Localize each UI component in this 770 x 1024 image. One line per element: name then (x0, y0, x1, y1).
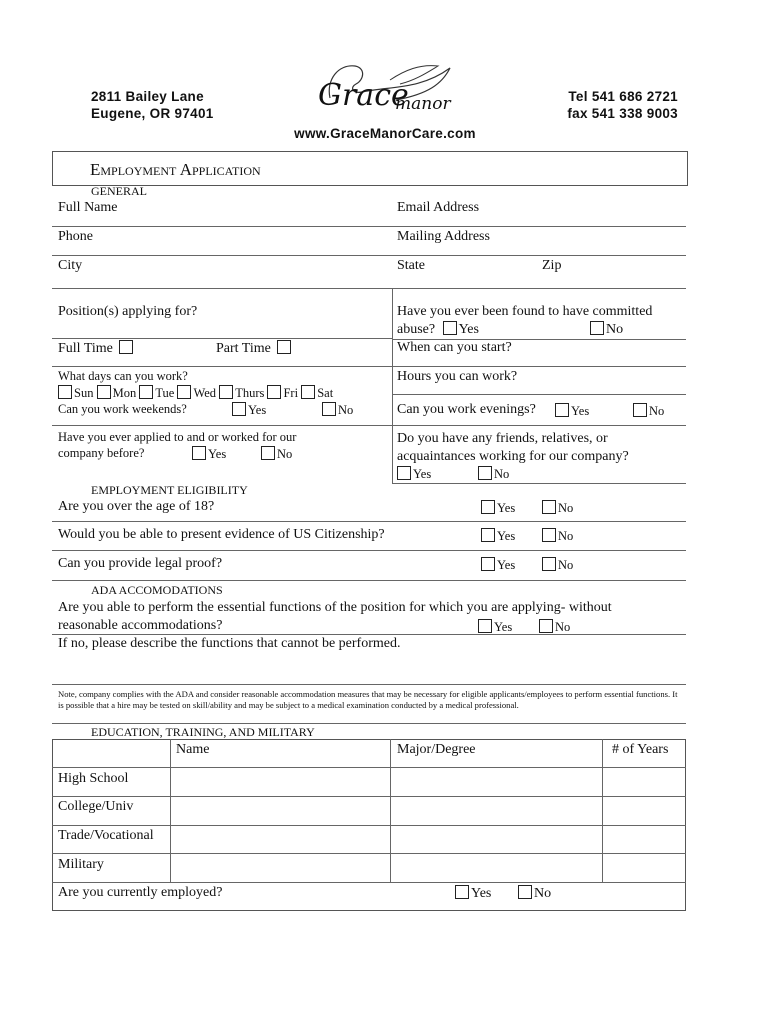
section-general: GENERAL (91, 184, 147, 198)
applied-no-checkbox[interactable] (261, 446, 275, 460)
proof-question: Can you provide legal proof? (58, 556, 223, 571)
friends-yes-checkbox[interactable] (397, 466, 411, 480)
applied-yes-option: Yes (192, 446, 226, 462)
age-no-checkbox[interactable] (542, 500, 556, 514)
full-name-label: Full Name (58, 200, 118, 215)
abuse-question-line2: abuse? Yes (397, 322, 479, 337)
citizenship-question: Would you be able to present evidence of US Citizenship? (58, 527, 385, 542)
ada-describe-label: If no, please describe the functions that cannot be performed. (58, 636, 401, 651)
day-sun-checkbox[interactable] (58, 385, 72, 399)
divider (52, 684, 686, 685)
divider (392, 483, 686, 484)
divider (52, 338, 392, 339)
page-title: Employment Application (90, 160, 261, 179)
logo-grace: Grace (318, 78, 409, 113)
age-yes-option: Yes (481, 500, 515, 516)
divider (52, 550, 686, 551)
weekends-yes-option: Yes (232, 402, 266, 418)
proof-yes-checkbox[interactable] (481, 557, 495, 571)
day-mon-checkbox[interactable] (97, 385, 111, 399)
employed-no-checkbox[interactable] (518, 885, 532, 899)
friends-no-checkbox[interactable] (478, 466, 492, 480)
abuse-no-option: No (590, 321, 623, 338)
education-row-trade: Trade/Vocational (58, 828, 154, 843)
proof-no-checkbox[interactable] (542, 557, 556, 571)
section-education: EDUCATION, TRAINING, AND MILITARY (91, 725, 315, 739)
evenings-no-checkbox[interactable] (633, 403, 647, 417)
divider (52, 796, 686, 797)
age-no-option: No (542, 500, 573, 516)
day-thurs-checkbox[interactable] (219, 385, 233, 399)
evenings-yes-option: Yes (555, 403, 589, 419)
divider (392, 394, 686, 395)
mailing-label: Mailing Address (397, 229, 490, 244)
city-label: City (58, 258, 83, 273)
divider (52, 521, 686, 522)
company-contact (567, 88, 678, 122)
days-label: What days can you work? (58, 369, 188, 383)
zip-label: Zip (542, 258, 562, 273)
divider (52, 226, 686, 227)
proof-no-option: No (542, 557, 573, 573)
education-header-major: Major/Degree (397, 742, 476, 757)
applied-yes-checkbox[interactable] (192, 446, 206, 460)
weekends-label: Can you work weekends? (58, 402, 187, 416)
divider (52, 425, 686, 426)
evenings-yes-checkbox[interactable] (555, 403, 569, 417)
divider (52, 288, 686, 289)
employed-question: Are you currently employed? (58, 885, 223, 900)
age-yes-checkbox[interactable] (481, 500, 495, 514)
abuse-question-line1: Have you ever been found to have committed (397, 304, 653, 319)
proof-yes-option: Yes (481, 557, 515, 573)
education-header-name: Name (176, 742, 210, 757)
weekends-no-checkbox[interactable] (322, 402, 336, 416)
divider (52, 767, 686, 768)
divider (52, 853, 686, 854)
ada-question-line1: Are you able to perform the essential functions of the position for which you are applying- without (58, 600, 612, 615)
ada-note: Note, company complies with the ADA and consider reasonable accommodation measures that may be necessary for eligible applicants/employees to perform essential functions. It is possible that a hire may be tested on skill/ability and may be subject to a medical examination conducted by a medical professional. (58, 689, 678, 710)
phone-label: Phone (58, 229, 93, 244)
friends-question-line1: Do you have any friends, relatives, or (397, 431, 608, 446)
divider (52, 825, 686, 826)
employed-yes-checkbox[interactable] (455, 885, 469, 899)
divider (52, 723, 686, 724)
ada-yes-option: Yes (478, 619, 512, 635)
ada-yes-checkbox[interactable] (478, 619, 492, 633)
day-sat-checkbox[interactable] (301, 385, 315, 399)
part-time-option: Part Time (216, 340, 293, 357)
weekends-yes-checkbox[interactable] (232, 402, 246, 416)
column-divider (170, 739, 171, 882)
divider (52, 366, 686, 367)
ada-no-option: No (539, 619, 570, 635)
divider (52, 580, 686, 581)
hours-label: Hours you can work? (397, 369, 518, 384)
employed-yes-option: Yes (455, 885, 491, 902)
citizenship-yes-option: Yes (481, 528, 515, 544)
citizenship-no-option: No (542, 528, 573, 544)
website: www.GraceManorCare.com (294, 126, 476, 141)
company-logo (300, 50, 470, 125)
friends-yes-option: Yes (397, 466, 431, 482)
column-divider (602, 739, 603, 882)
friends-no-option: No (478, 466, 509, 482)
start-label: When can you start? (397, 340, 512, 355)
logo-manor: manor (395, 94, 451, 114)
divider (52, 255, 686, 256)
age-question: Are you over the age of 18? (58, 499, 215, 514)
citizenship-yes-checkbox[interactable] (481, 528, 495, 542)
state-label: State (397, 258, 425, 273)
education-row-military: Military (58, 857, 104, 872)
full-time-checkbox[interactable] (119, 340, 133, 354)
ada-no-checkbox[interactable] (539, 619, 553, 633)
address-line-1: 2811 Bailey Lane (91, 89, 204, 104)
evenings-no-option: No (633, 403, 664, 419)
column-divider (392, 288, 393, 483)
abuse-yes-checkbox[interactable] (443, 321, 457, 335)
education-row-college: College/Univ (58, 799, 134, 814)
ada-question-line2: reasonable accommodations? (58, 618, 223, 633)
citizenship-no-checkbox[interactable] (542, 528, 556, 542)
company-address (91, 88, 214, 122)
full-time-option: Full Time (58, 340, 135, 357)
education-row-high-school: High School (58, 771, 129, 786)
day-tue-checkbox[interactable] (139, 385, 153, 399)
friends-question-line2: acquaintances working for our company? (397, 449, 629, 464)
section-eligibility: EMPLOYMENT ELIGIBILITY (91, 483, 248, 497)
divider (52, 882, 686, 883)
section-ada: ADA ACCOMODATIONS (91, 583, 223, 597)
applied-question-line1: Have you ever applied to and or worked for our (58, 430, 297, 444)
tel-line: Tel 541 686 2721 (568, 89, 678, 104)
address-line-2: Eugene, OR 97401 (91, 106, 214, 121)
applied-question-line2: company before? (58, 446, 145, 460)
evenings-label: Can you work evenings? (397, 402, 536, 417)
employed-no-option: No (518, 885, 551, 902)
weekends-no-option: No (322, 402, 353, 418)
fax-line: fax 541 338 9003 (567, 106, 678, 121)
abuse-no-checkbox[interactable] (590, 321, 604, 335)
day-wed-checkbox[interactable] (177, 385, 191, 399)
education-header-years: # of Years (612, 742, 669, 757)
divider (52, 634, 686, 635)
day-fri-checkbox[interactable] (267, 385, 281, 399)
column-divider (390, 739, 391, 882)
applied-no-option: No (261, 446, 292, 462)
days-options: Sun Mon Tue Wed Thurs Fri Sat (58, 385, 333, 401)
email-label: Email Address (397, 200, 480, 215)
part-time-checkbox[interactable] (277, 340, 291, 354)
positions-label: Position(s) applying for? (58, 304, 198, 319)
